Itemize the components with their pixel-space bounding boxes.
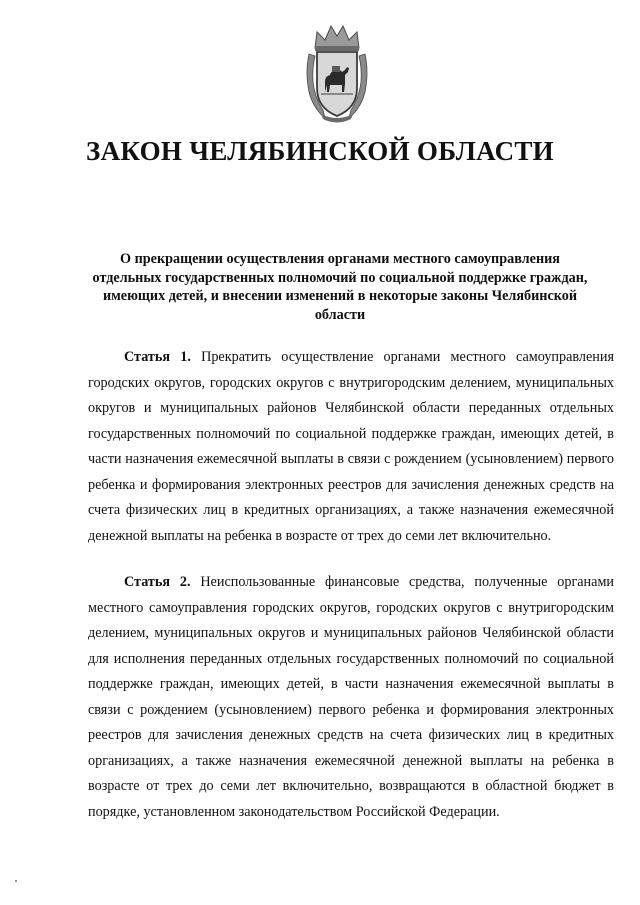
article-2 [88, 570, 614, 825]
coat-of-arms-icon [303, 22, 371, 124]
law-subject-heading: О прекращении осуществления органами местного самоуправления отдельных государственных полномочий по социальной поддержке граждан, имеющих детей, и внесении изменений в некоторые законы Челябинской области [92, 251, 588, 323]
law-title: ЗАКОН ЧЕЛЯБИНСКОЙ ОБЛАСТИ [86, 136, 554, 166]
article-1 [88, 345, 614, 549]
article-text: Прекратить осуществление органами местного самоуправления городских округов, городских округов с внутригородским делением, муниципальных округов и муниципальных районов Челябинской области переданных отдельных государственных полномочий по социальной поддержке граждан, имеющих детей, в части назначения ежемесячной выплаты в связи с рождением (усыновлением) первого ребенка и формирования электронных реестров для зачисления денежных средств на счета физических лиц в кредитных организациях, а также назначения ежемесячной денежной выплаты на ребенка в возрасте от трех до семи лет включительно. [88, 349, 614, 544]
article-heading: Статья 2. [124, 574, 191, 590]
article-text: Неиспользованные финансовые средства, полученные органами местного самоуправления городских округов, городских округов с внутригородским делением, муниципальных округов и муниципальных районов Челябинской области для исполнения переданных отдельных государственных полномочий по социальной поддержке граждан, имеющих детей, в части назначения ежемесячной выплаты в связи с рождением (усыновлением) первого ребенка и формирования электронных реестров для зачисления денежных средств на счета физических лиц в кредитных организациях, а также назначения ежемесячной денежной выплаты на ребенка в возрасте от трех до семи лет включительно, возвращаются в областной бюджет в порядке, установленном законодательством Российской Федерации. [88, 574, 615, 820]
scan-artifact [15, 880, 17, 882]
article-heading: Статья 1. [124, 349, 191, 365]
